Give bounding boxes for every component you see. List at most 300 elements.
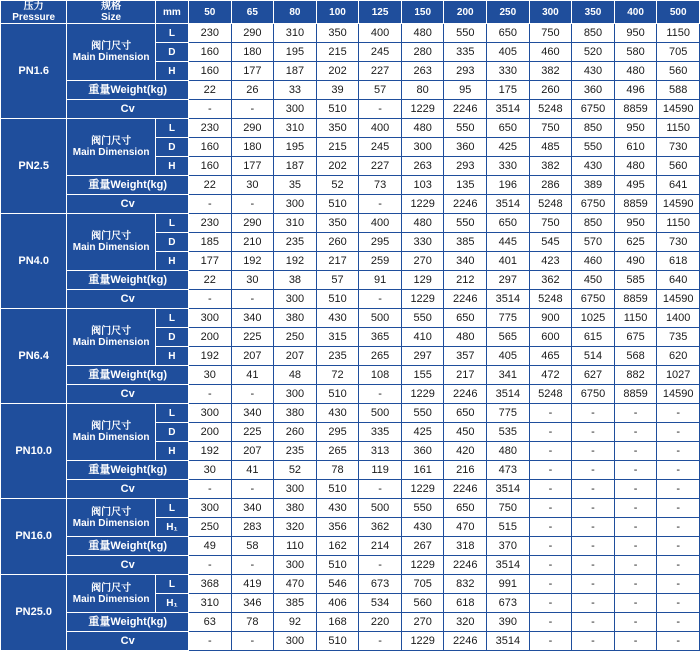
cell-value: 460 bbox=[572, 252, 615, 271]
cell-value: 6750 bbox=[572, 100, 615, 119]
cell-value: 38 bbox=[274, 271, 317, 290]
cell-value: 72 bbox=[316, 366, 359, 385]
cell-value: - bbox=[529, 613, 572, 632]
cell-value: 480 bbox=[401, 24, 444, 43]
cell-value: 550 bbox=[444, 214, 487, 233]
cell-value: 419 bbox=[231, 575, 274, 594]
cell-value: 430 bbox=[316, 404, 359, 423]
cell-value: 300 bbox=[274, 385, 317, 404]
dimension-symbol-L: L bbox=[155, 404, 188, 423]
cell-value: 5248 bbox=[529, 100, 572, 119]
cell-value: 80 bbox=[401, 81, 444, 100]
cell-value: 103 bbox=[401, 176, 444, 195]
cell-value: 95 bbox=[444, 81, 487, 100]
cell-value: 730 bbox=[657, 138, 700, 157]
cell-value: 217 bbox=[444, 366, 487, 385]
cell-value: 310 bbox=[274, 24, 317, 43]
dimension-symbol-H1: H₁ bbox=[155, 594, 188, 613]
cell-value: 14590 bbox=[657, 195, 700, 214]
cell-value: - bbox=[231, 385, 274, 404]
cell-value: 180 bbox=[231, 43, 274, 62]
cell-value: - bbox=[529, 575, 572, 594]
cell-value: 230 bbox=[189, 119, 232, 138]
cell-value: 22 bbox=[189, 81, 232, 100]
cell-value: 705 bbox=[657, 43, 700, 62]
cell-value: 480 bbox=[614, 62, 657, 81]
cell-value: 360 bbox=[572, 81, 615, 100]
cv-label: Cv bbox=[67, 290, 189, 309]
cell-value: 259 bbox=[359, 252, 402, 271]
cell-value: 620 bbox=[657, 347, 700, 366]
cell-value: - bbox=[529, 556, 572, 575]
header-size-65: 65 bbox=[231, 1, 274, 24]
cell-value: 30 bbox=[231, 271, 274, 290]
cell-value: 263 bbox=[401, 62, 444, 81]
cell-value: - bbox=[614, 537, 657, 556]
cell-value: 73 bbox=[359, 176, 402, 195]
cell-value: 641 bbox=[657, 176, 700, 195]
cell-value: 227 bbox=[359, 157, 402, 176]
cell-value: 650 bbox=[487, 119, 530, 138]
cell-value: 3514 bbox=[487, 195, 530, 214]
cell-value: 534 bbox=[359, 594, 402, 613]
cell-value: - bbox=[529, 594, 572, 613]
dimension-symbol-H: H bbox=[155, 62, 188, 81]
cell-value: 423 bbox=[529, 252, 572, 271]
cell-value: 640 bbox=[657, 271, 700, 290]
cell-value: 225 bbox=[231, 423, 274, 442]
cell-value: 161 bbox=[401, 461, 444, 480]
cell-value: 650 bbox=[487, 24, 530, 43]
dimension-symbol-D: D bbox=[155, 423, 188, 442]
cell-value: 57 bbox=[359, 81, 402, 100]
cell-value: 362 bbox=[359, 518, 402, 537]
cell-value: 300 bbox=[189, 499, 232, 518]
dimension-symbol-H: H bbox=[155, 252, 188, 271]
cell-value: 300 bbox=[274, 290, 317, 309]
cell-value: 850 bbox=[572, 24, 615, 43]
table-row bbox=[1, 100, 700, 119]
dimension-symbol-L: L bbox=[155, 499, 188, 518]
cell-value: 200 bbox=[189, 328, 232, 347]
header-size-80: 80 bbox=[274, 1, 317, 24]
cell-value: 500 bbox=[359, 404, 402, 423]
cell-value: 315 bbox=[316, 328, 359, 347]
cell-value: 335 bbox=[444, 43, 487, 62]
cell-value: 380 bbox=[274, 309, 317, 328]
cell-value: 110 bbox=[274, 537, 317, 556]
cell-value: 357 bbox=[444, 347, 487, 366]
cell-value: 365 bbox=[359, 328, 402, 347]
cell-value: 515 bbox=[487, 518, 530, 537]
cell-value: - bbox=[614, 613, 657, 632]
weight-label: 重量Weight(kg) bbox=[67, 461, 189, 480]
cell-value: 214 bbox=[359, 537, 402, 556]
cell-value: - bbox=[572, 537, 615, 556]
cell-value: - bbox=[614, 404, 657, 423]
table-row bbox=[1, 214, 700, 233]
cell-value: 346 bbox=[231, 594, 274, 613]
cv-label: Cv bbox=[67, 632, 189, 651]
table-header-row bbox=[1, 1, 700, 24]
cell-value: 1229 bbox=[401, 480, 444, 499]
cell-value: - bbox=[572, 442, 615, 461]
cell-value: 8859 bbox=[614, 100, 657, 119]
main-dimension-label: 阀门尺寸 Main Dimension bbox=[67, 24, 155, 81]
cell-value: 650 bbox=[487, 214, 530, 233]
cell-value: 8859 bbox=[614, 385, 657, 404]
cell-value: 510 bbox=[316, 290, 359, 309]
cell-value: 78 bbox=[316, 461, 359, 480]
cell-value: 215 bbox=[316, 43, 359, 62]
main-dimension-label: 阀门尺寸 Main Dimension bbox=[67, 119, 155, 176]
cell-value: 168 bbox=[316, 613, 359, 632]
cell-value: 1400 bbox=[657, 309, 700, 328]
cell-value: 390 bbox=[487, 613, 530, 632]
cell-value: 92 bbox=[274, 613, 317, 632]
pressure-rating-PN1-6: PN1.6 bbox=[1, 24, 67, 119]
cell-value: 560 bbox=[657, 157, 700, 176]
cell-value: 300 bbox=[274, 556, 317, 575]
dimension-symbol-H: H bbox=[155, 347, 188, 366]
table-row bbox=[1, 537, 700, 556]
cell-value: - bbox=[189, 556, 232, 575]
dimension-symbol-D: D bbox=[155, 328, 188, 347]
header-size-100: 100 bbox=[316, 1, 359, 24]
cell-value: 330 bbox=[487, 62, 530, 81]
cell-value: 52 bbox=[316, 176, 359, 195]
cell-value: - bbox=[614, 575, 657, 594]
cell-value: 430 bbox=[572, 157, 615, 176]
cell-value: 950 bbox=[614, 214, 657, 233]
cell-value: 389 bbox=[572, 176, 615, 195]
cell-value: - bbox=[572, 461, 615, 480]
cell-value: - bbox=[572, 499, 615, 518]
cv-label: Cv bbox=[67, 480, 189, 499]
cell-value: 300 bbox=[274, 632, 317, 651]
cell-value: 300 bbox=[274, 195, 317, 214]
cell-value: 335 bbox=[359, 423, 402, 442]
dimension-symbol-H: H bbox=[155, 157, 188, 176]
cell-value: - bbox=[231, 195, 274, 214]
cell-value: 350 bbox=[316, 119, 359, 138]
cell-value: 832 bbox=[444, 575, 487, 594]
cell-value: 341 bbox=[487, 366, 530, 385]
cell-value: 297 bbox=[487, 271, 530, 290]
cell-value: 207 bbox=[231, 442, 274, 461]
cell-value: 490 bbox=[614, 252, 657, 271]
cv-label: Cv bbox=[67, 100, 189, 119]
cell-value: - bbox=[614, 423, 657, 442]
table-row bbox=[1, 290, 700, 309]
table-body bbox=[1, 1, 700, 651]
cell-value: - bbox=[657, 423, 700, 442]
cell-value: - bbox=[572, 404, 615, 423]
cell-value: 270 bbox=[401, 613, 444, 632]
cell-value: 775 bbox=[487, 309, 530, 328]
cell-value: - bbox=[657, 632, 700, 651]
dimension-symbol-D: D bbox=[155, 43, 188, 62]
cell-value: 650 bbox=[444, 499, 487, 518]
cell-value: 430 bbox=[316, 309, 359, 328]
cell-value: 360 bbox=[444, 138, 487, 157]
cell-value: - bbox=[231, 480, 274, 499]
cell-value: 108 bbox=[359, 366, 402, 385]
table-row bbox=[1, 176, 700, 195]
cell-value: 480 bbox=[614, 157, 657, 176]
cell-value: - bbox=[231, 290, 274, 309]
cell-value: 510 bbox=[316, 195, 359, 214]
cell-value: 187 bbox=[274, 62, 317, 81]
cell-value: 2246 bbox=[444, 100, 487, 119]
cell-value: 155 bbox=[401, 366, 444, 385]
cell-value: 550 bbox=[401, 309, 444, 328]
header-size-150: 150 bbox=[401, 1, 444, 24]
cell-value: - bbox=[529, 442, 572, 461]
cell-value: 270 bbox=[401, 252, 444, 271]
cell-value: 41 bbox=[231, 366, 274, 385]
weight-label: 重量Weight(kg) bbox=[67, 613, 189, 632]
cell-value: 6750 bbox=[572, 385, 615, 404]
cell-value: 220 bbox=[359, 613, 402, 632]
dimension-symbol-L: L bbox=[155, 214, 188, 233]
cell-value: 245 bbox=[359, 138, 402, 157]
cell-value: 850 bbox=[572, 214, 615, 233]
cell-value: 580 bbox=[614, 43, 657, 62]
cell-value: 430 bbox=[401, 518, 444, 537]
cell-value: 473 bbox=[487, 461, 530, 480]
cell-value: - bbox=[572, 613, 615, 632]
cell-value: 340 bbox=[444, 252, 487, 271]
cell-value: 400 bbox=[359, 119, 402, 138]
cell-value: 3514 bbox=[487, 385, 530, 404]
cell-value: 3514 bbox=[487, 556, 530, 575]
cell-value: 510 bbox=[316, 556, 359, 575]
cell-value: 775 bbox=[487, 404, 530, 423]
cell-value: - bbox=[189, 195, 232, 214]
cell-value: 195 bbox=[274, 43, 317, 62]
cell-value: 350 bbox=[316, 24, 359, 43]
header-size-350: 350 bbox=[572, 1, 615, 24]
cell-value: 320 bbox=[444, 613, 487, 632]
cell-value: 14590 bbox=[657, 100, 700, 119]
header-size-400: 400 bbox=[614, 1, 657, 24]
cell-value: 212 bbox=[444, 271, 487, 290]
cell-value: 627 bbox=[572, 366, 615, 385]
cell-value: 8859 bbox=[614, 290, 657, 309]
main-dimension-label: 阀门尺寸 Main Dimension bbox=[67, 214, 155, 271]
pressure-rating-PN2-5: PN2.5 bbox=[1, 119, 67, 214]
cell-value: 3514 bbox=[487, 100, 530, 119]
cell-value: 618 bbox=[444, 594, 487, 613]
cell-value: 2246 bbox=[444, 385, 487, 404]
cell-value: 625 bbox=[614, 233, 657, 252]
cell-value: 350 bbox=[316, 214, 359, 233]
cell-value: 227 bbox=[359, 62, 402, 81]
cell-value: 1025 bbox=[572, 309, 615, 328]
cell-value: 385 bbox=[444, 233, 487, 252]
cell-value: - bbox=[359, 385, 402, 404]
cell-value: 290 bbox=[231, 119, 274, 138]
cell-value: 160 bbox=[189, 138, 232, 157]
table-row bbox=[1, 632, 700, 651]
cell-value: 215 bbox=[316, 138, 359, 157]
cell-value: 1229 bbox=[401, 632, 444, 651]
cell-value: 30 bbox=[189, 366, 232, 385]
cell-value: 3514 bbox=[487, 290, 530, 309]
main-dimension-label: 阀门尺寸 Main Dimension bbox=[67, 404, 155, 461]
cell-value: 235 bbox=[274, 233, 317, 252]
cell-value: 425 bbox=[401, 423, 444, 442]
cell-value: 1229 bbox=[401, 290, 444, 309]
table-row bbox=[1, 81, 700, 100]
cell-value: 195 bbox=[274, 138, 317, 157]
cell-value: 216 bbox=[444, 461, 487, 480]
cell-value: 300 bbox=[189, 404, 232, 423]
cell-value: - bbox=[529, 404, 572, 423]
cell-value: 1150 bbox=[657, 214, 700, 233]
cell-value: 400 bbox=[359, 214, 402, 233]
cell-value: 2246 bbox=[444, 290, 487, 309]
cell-value: 290 bbox=[231, 214, 274, 233]
cell-value: - bbox=[189, 290, 232, 309]
cell-value: 510 bbox=[316, 385, 359, 404]
cell-value: 550 bbox=[401, 404, 444, 423]
cell-value: 52 bbox=[274, 461, 317, 480]
cell-value: 380 bbox=[274, 404, 317, 423]
table-row bbox=[1, 556, 700, 575]
header-size-50: 50 bbox=[189, 1, 232, 24]
cell-value: - bbox=[359, 480, 402, 499]
cell-value: 570 bbox=[572, 233, 615, 252]
cell-value: 2246 bbox=[444, 480, 487, 499]
cell-value: 340 bbox=[231, 309, 274, 328]
cell-value: 480 bbox=[487, 442, 530, 461]
cell-value: - bbox=[657, 480, 700, 499]
cell-value: 430 bbox=[316, 499, 359, 518]
table-row bbox=[1, 119, 700, 138]
cell-value: 705 bbox=[401, 575, 444, 594]
cell-value: 615 bbox=[572, 328, 615, 347]
cell-value: - bbox=[657, 613, 700, 632]
cell-value: 30 bbox=[189, 461, 232, 480]
cell-value: 202 bbox=[316, 62, 359, 81]
cell-value: 265 bbox=[316, 442, 359, 461]
cell-value: 260 bbox=[274, 423, 317, 442]
cell-value: - bbox=[189, 480, 232, 499]
cell-value: 1229 bbox=[401, 556, 444, 575]
table-row bbox=[1, 499, 700, 518]
cell-value: - bbox=[189, 100, 232, 119]
cell-value: 1229 bbox=[401, 385, 444, 404]
cell-value: - bbox=[529, 537, 572, 556]
header-size-500: 500 bbox=[657, 1, 700, 24]
cell-value: 14590 bbox=[657, 290, 700, 309]
cell-value: 310 bbox=[189, 594, 232, 613]
header-size: 规格 Size bbox=[67, 1, 155, 24]
cell-value: 1229 bbox=[401, 195, 444, 214]
cell-value: 230 bbox=[189, 214, 232, 233]
cell-value: 520 bbox=[572, 43, 615, 62]
table-row bbox=[1, 271, 700, 290]
cell-value: 245 bbox=[359, 43, 402, 62]
cell-value: - bbox=[614, 556, 657, 575]
cell-value: 3514 bbox=[487, 480, 530, 499]
cell-value: 480 bbox=[401, 214, 444, 233]
cv-label: Cv bbox=[67, 195, 189, 214]
cell-value: 460 bbox=[529, 43, 572, 62]
cell-value: 382 bbox=[529, 62, 572, 81]
cell-value: 202 bbox=[316, 157, 359, 176]
cell-value: 362 bbox=[529, 271, 572, 290]
cell-value: 33 bbox=[274, 81, 317, 100]
cell-value: 405 bbox=[487, 347, 530, 366]
cell-value: 6750 bbox=[572, 290, 615, 309]
cell-value: 535 bbox=[487, 423, 530, 442]
cell-value: 470 bbox=[444, 518, 487, 537]
cell-value: 1150 bbox=[657, 119, 700, 138]
cell-value: 950 bbox=[614, 24, 657, 43]
cell-value: 445 bbox=[487, 233, 530, 252]
cell-value: 318 bbox=[444, 537, 487, 556]
cell-value: 210 bbox=[231, 233, 274, 252]
cell-value: 750 bbox=[529, 119, 572, 138]
cell-value: 1150 bbox=[614, 309, 657, 328]
pressure-rating-PN25-0: PN25.0 bbox=[1, 575, 67, 651]
cell-value: 368 bbox=[189, 575, 232, 594]
table-row bbox=[1, 480, 700, 499]
cell-value: - bbox=[657, 556, 700, 575]
cell-value: 480 bbox=[444, 328, 487, 347]
pressure-rating-PN6-4: PN6.4 bbox=[1, 309, 67, 404]
cell-value: - bbox=[231, 556, 274, 575]
cell-value: - bbox=[231, 632, 274, 651]
cell-value: 510 bbox=[316, 100, 359, 119]
cell-value: 730 bbox=[657, 233, 700, 252]
cell-value: 675 bbox=[614, 328, 657, 347]
dimension-symbol-L: L bbox=[155, 309, 188, 328]
cell-value: 470 bbox=[274, 575, 317, 594]
table-row bbox=[1, 309, 700, 328]
cell-value: 217 bbox=[316, 252, 359, 271]
cell-value: 514 bbox=[572, 347, 615, 366]
weight-label: 重量Weight(kg) bbox=[67, 537, 189, 556]
cell-value: 485 bbox=[529, 138, 572, 157]
cell-value: 313 bbox=[359, 442, 402, 461]
cell-value: 26 bbox=[231, 81, 274, 100]
cell-value: 14590 bbox=[657, 385, 700, 404]
cell-value: - bbox=[359, 556, 402, 575]
cell-value: 295 bbox=[359, 233, 402, 252]
cell-value: 550 bbox=[572, 138, 615, 157]
main-dimension-label: 阀门尺寸 Main Dimension bbox=[67, 309, 155, 366]
weight-label: 重量Weight(kg) bbox=[67, 366, 189, 385]
cell-value: 177 bbox=[231, 157, 274, 176]
cell-value: 160 bbox=[189, 157, 232, 176]
cell-value: 283 bbox=[231, 518, 274, 537]
cell-value: 550 bbox=[444, 119, 487, 138]
cell-value: 192 bbox=[189, 442, 232, 461]
cell-value: - bbox=[529, 480, 572, 499]
cell-value: - bbox=[614, 480, 657, 499]
cell-value: - bbox=[572, 480, 615, 499]
cell-value: 500 bbox=[359, 499, 402, 518]
cell-value: 297 bbox=[401, 347, 444, 366]
cell-value: 3514 bbox=[487, 632, 530, 651]
cell-value: 1229 bbox=[401, 100, 444, 119]
dimension-symbol-H: H bbox=[155, 442, 188, 461]
cell-value: - bbox=[614, 461, 657, 480]
